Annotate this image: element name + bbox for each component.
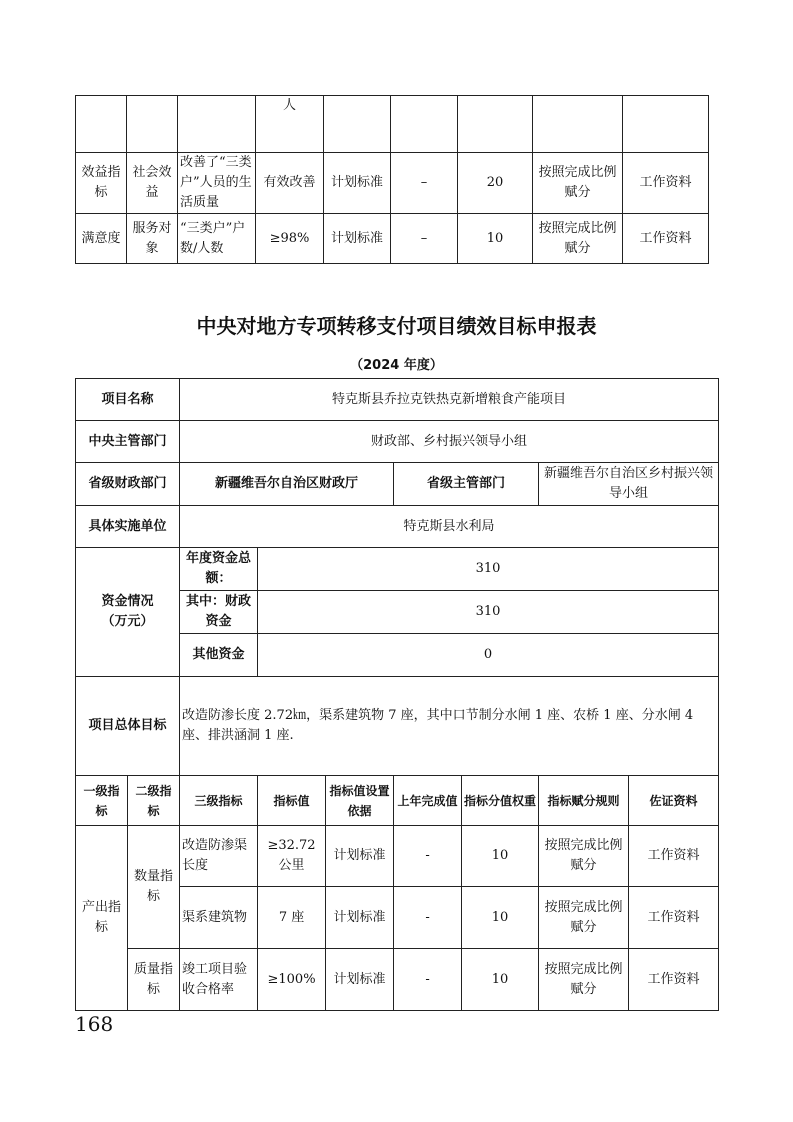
table-cell: 10 xyxy=(462,949,539,1011)
table-cell: - xyxy=(394,949,462,1011)
table-cell: 改造防渗渠长度 xyxy=(180,826,258,887)
table-row xyxy=(76,826,719,887)
fiscal-funds-label: 其中：财政资金 xyxy=(180,591,258,634)
table-cell: 工作资料 xyxy=(629,887,719,949)
table-cell: 7 座 xyxy=(258,887,326,949)
table-row xyxy=(76,153,709,214)
column-header: 上年完成值 xyxy=(394,776,462,826)
table-cell: ≥32.72 公里 xyxy=(258,826,326,887)
column-header: 指标值设置依据 xyxy=(326,776,394,826)
table-cell: “三类户”户数/人数 xyxy=(178,214,256,264)
column-header: 指标分值权重 xyxy=(462,776,539,826)
table-cell: 服务对象 xyxy=(127,214,178,264)
prov-dept-value: 新疆维吾尔自治区乡村振兴领导小组 xyxy=(539,463,719,506)
document-title: 中央对地方专项转移支付项目绩效目标申报表 xyxy=(196,314,597,338)
continued-indicator-table xyxy=(75,95,709,264)
performance-target-form xyxy=(75,378,719,1011)
table-row xyxy=(76,506,719,548)
column-header: 佐证资料 xyxy=(629,776,719,826)
total-funds-value: 310 xyxy=(258,548,719,591)
prov-finance-value: 新疆维吾尔自治区财政厅 xyxy=(180,463,394,506)
central-dept-label: 中央主管部门 xyxy=(76,421,180,463)
column-header: 一级指标 xyxy=(76,776,128,826)
table-cell: 工作资料 xyxy=(623,214,709,264)
table-cell: 计划标准 xyxy=(324,214,391,264)
other-funds-label: 其他资金 xyxy=(180,634,258,677)
table-cell: 渠系建筑物 xyxy=(180,887,258,949)
total-funds-label: 年度资金总额： xyxy=(180,548,258,591)
table-cell xyxy=(324,96,391,153)
column-header: 三级指标 xyxy=(180,776,258,826)
table-cell: 按照完成比例赋分 xyxy=(539,826,629,887)
table-cell: 10 xyxy=(458,214,533,264)
table-cell: 按照完成比例赋分 xyxy=(539,949,629,1011)
column-header: 二级指标 xyxy=(128,776,180,826)
table-cell: 10 xyxy=(462,826,539,887)
page-number: 168 xyxy=(75,1012,114,1036)
table-cell: 计划标准 xyxy=(326,826,394,887)
impl-unit-value: 特克斯县水利局 xyxy=(180,506,719,548)
table-cell xyxy=(533,96,623,153)
table-cell xyxy=(391,96,458,153)
table-cell: ≥100% xyxy=(258,949,326,1011)
table-row xyxy=(76,463,719,506)
other-funds-value: 0 xyxy=(258,634,719,677)
table-cell: – xyxy=(391,153,458,214)
table-cell: – xyxy=(391,214,458,264)
table-cell: 20 xyxy=(458,153,533,214)
table-cell: 工作资料 xyxy=(623,153,709,214)
table-cell xyxy=(458,96,533,153)
table-cell: 计划标准 xyxy=(324,153,391,214)
table-cell: 按照完成比例赋分 xyxy=(539,887,629,949)
table-cell xyxy=(127,96,178,153)
fiscal-funds-value: 310 xyxy=(258,591,719,634)
table-cell: 满意度 xyxy=(76,214,127,264)
goal-value: 改造防渗长度 2.72㎞，渠系建筑物 7 座，其中口节制分水闸 1 座、农桥 1 座、分水闸 4 座、排洪涵洞 1 座. xyxy=(180,677,719,776)
table-cell: 竣工项目验收合格率 xyxy=(180,949,258,1011)
project-name-label: 项目名称 xyxy=(76,379,180,421)
table-cell: - xyxy=(394,826,462,887)
impl-unit-label: 具体实施单位 xyxy=(76,506,180,548)
table-cell: 工作资料 xyxy=(629,826,719,887)
level2-indicator: 质量指标 xyxy=(128,949,180,1011)
goal-label: 项目总体目标 xyxy=(76,677,180,776)
table-row xyxy=(76,379,719,421)
table-cell: 人 xyxy=(256,96,324,153)
table-row xyxy=(76,548,719,591)
project-name-value: 特克斯县乔拉克铁热克新增粮食产能项目 xyxy=(180,379,719,421)
table-row xyxy=(76,96,709,153)
table-row xyxy=(76,949,719,1011)
prov-dept-label: 省级主管部门 xyxy=(394,463,539,506)
table-cell: 10 xyxy=(462,887,539,949)
table-cell: 有效改善 xyxy=(256,153,324,214)
column-header: 指标值 xyxy=(258,776,326,826)
table-cell: 按照完成比例赋分 xyxy=(533,153,623,214)
table-cell: 按照完成比例赋分 xyxy=(533,214,623,264)
level1-indicator: 产出指标 xyxy=(76,826,128,1011)
table-cell: 社会效益 xyxy=(127,153,178,214)
table-cell: 改善了“三类户”人员的生活质量 xyxy=(178,153,256,214)
document-year: （2024 年度） xyxy=(350,358,443,373)
table-cell: - xyxy=(394,887,462,949)
table-row xyxy=(76,421,719,463)
table-cell: 工作资料 xyxy=(629,949,719,1011)
central-dept-value: 财政部、乡村振兴领导小组 xyxy=(180,421,719,463)
table-cell xyxy=(178,96,256,153)
indicator-header-row xyxy=(76,776,719,826)
table-cell xyxy=(76,96,127,153)
table-row xyxy=(76,214,709,264)
table-cell: 计划标准 xyxy=(326,887,394,949)
table-cell: 效益指标 xyxy=(76,153,127,214)
table-row xyxy=(76,677,719,776)
prov-finance-label: 省级财政部门 xyxy=(76,463,180,506)
column-header: 指标赋分规则 xyxy=(539,776,629,826)
table-cell xyxy=(623,96,709,153)
funds-label: 资金情况（万元） xyxy=(76,548,180,677)
table-cell: 计划标准 xyxy=(326,949,394,1011)
level2-indicator: 数量指标 xyxy=(128,826,180,949)
table-cell: ≥98% xyxy=(256,214,324,264)
